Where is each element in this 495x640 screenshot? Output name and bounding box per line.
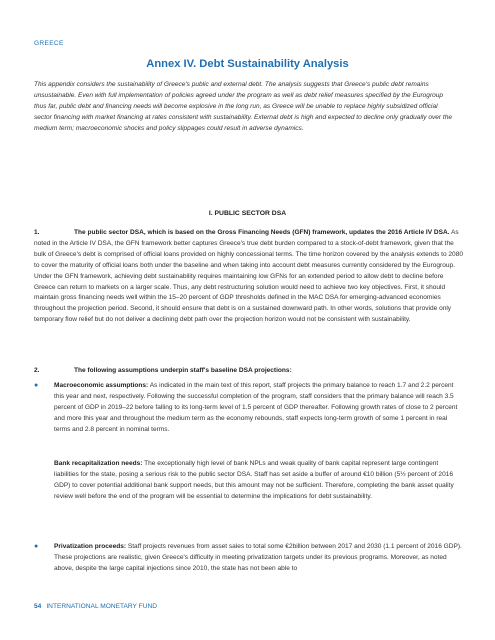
bullet-lead: Privatization proceeds: [54, 543, 127, 550]
paragraph-lead: The public sector DSA, which is based on the Gross Financing Needs (GFN) framework, updates the 2016 Article IV DSA. [74, 229, 450, 236]
bullet-subitem [34, 459, 464, 503]
section-heading: I. PUBLIC SECTOR DSA [208, 210, 287, 217]
footer-publisher: INTERNATIONAL MONETARY FUND [46, 603, 157, 610]
paragraph-text: As noted in the Article IV DSA, the GFN framework better captures Greece's true debt burden compared to a stock-of-debt framework, given that the bulk of Greece's debt is comprised of official loans provided on highly concessional terms. The time horizon covered by the analysis extends to 2080 to cover the maturity of official loans both under the baseline and when taking into account debt measures currently considered by the Eurogroup. Under the GFN framework, achieving debt sustainability requires maintaining low GFNs for an extended period to allow debt to decline before Greece can return to markets on a larger scale. Thus, any debt restructuring solution would need to achieve two key objectives. First, it should maintain gross financing needs well within the 15–20 percent of GDP thresholds defined in the MAC DSA for emerging-advanced economies throughout the projection period. Second, it should ensure that debt is on a sustained downward path. In other words, solutions that provide only temporary flow relief but do not deliver a declining debt path over the projection horizon would not be consistent with sustainability. [34, 229, 463, 324]
paragraph-2 [34, 366, 464, 377]
paragraph-number: 1. [34, 229, 40, 236]
paragraph-lead: The following assumptions underpin staff's baseline DSA projections: [74, 367, 292, 374]
annex-title: Annex IV. Debt Sustainability Analysis [146, 58, 349, 70]
bullet-icon: ● [34, 543, 39, 550]
bullet-text: Staff projects revenues from asset sales to total some €2billion between 2017 and 2030 (1.1 percent of 2016 GDP). These projections are realistic, given Greece's difficulty in meeting privatization targets under its previous programs. Moreover, as noted above, despite the large capital injections since 2010, the state has not been able to [54, 543, 462, 572]
bullet-text: As indicated in the main text of this report, staff projects the primary balance to reach 1.7 and 2.2 percent this year and next, respectively. Following the successful completion of the program, staff considers that the primary balance will reach 3.5 percent of GDP in 2019–22 before falling to its long-term level of 1.5 percent of GDP thereafter. Following growth rates of close to 2 percent and more this year and throughout the medium term as the economy rebounds, staff expects long-term growth of some 1 percent in real terms and 2.8 percent in nominal terms. [54, 382, 458, 433]
bullet-item [34, 381, 464, 436]
bullet-text: The exceptionally high level of bank NPLs and weak quality of bank capital represent large contingent liabilities for the state, posing a serious risk to the public sector DSA. Staff has set aside a buffer of around €10 billion (5½ percent of 2016 GDP) to cover potential additional bank support needs, but this amount may not be sufficient. Therefore, completing the bank asset quality review well before the end of the program will be essential to determine the implications for debt sustainability. [54, 460, 454, 500]
paragraph-1 [34, 228, 464, 326]
bullet-lead: Bank recapitalization needs: [54, 460, 143, 467]
page-footer [34, 603, 157, 610]
bullet-icon: ● [34, 382, 39, 389]
paragraph-number: 2. [34, 367, 40, 374]
running-head: GREECE [34, 40, 64, 47]
intro-paragraph: This appendix considers the sustainability of Greece's public and external debt. The analysis suggests that Greece's public debt remains unsustainable. Even with full implementation of policies agreed under the program as well as debt relief measures specified by the Eurogroup thus far, public debt and financing needs will become explosive in the long run, as Greece will be unable to replace highly subsidized official sector financing with market financing at rates consistent with sustainability. External debt is high and expected to decline only gradually over the medium term; macroeconomic shocks and policy slippages could result in adverse dynamics. [34, 81, 453, 132]
bullet-lead: Macroeconomic assumptions: [54, 382, 149, 389]
page-number: 54 [34, 603, 42, 610]
bullet-item [34, 542, 464, 575]
